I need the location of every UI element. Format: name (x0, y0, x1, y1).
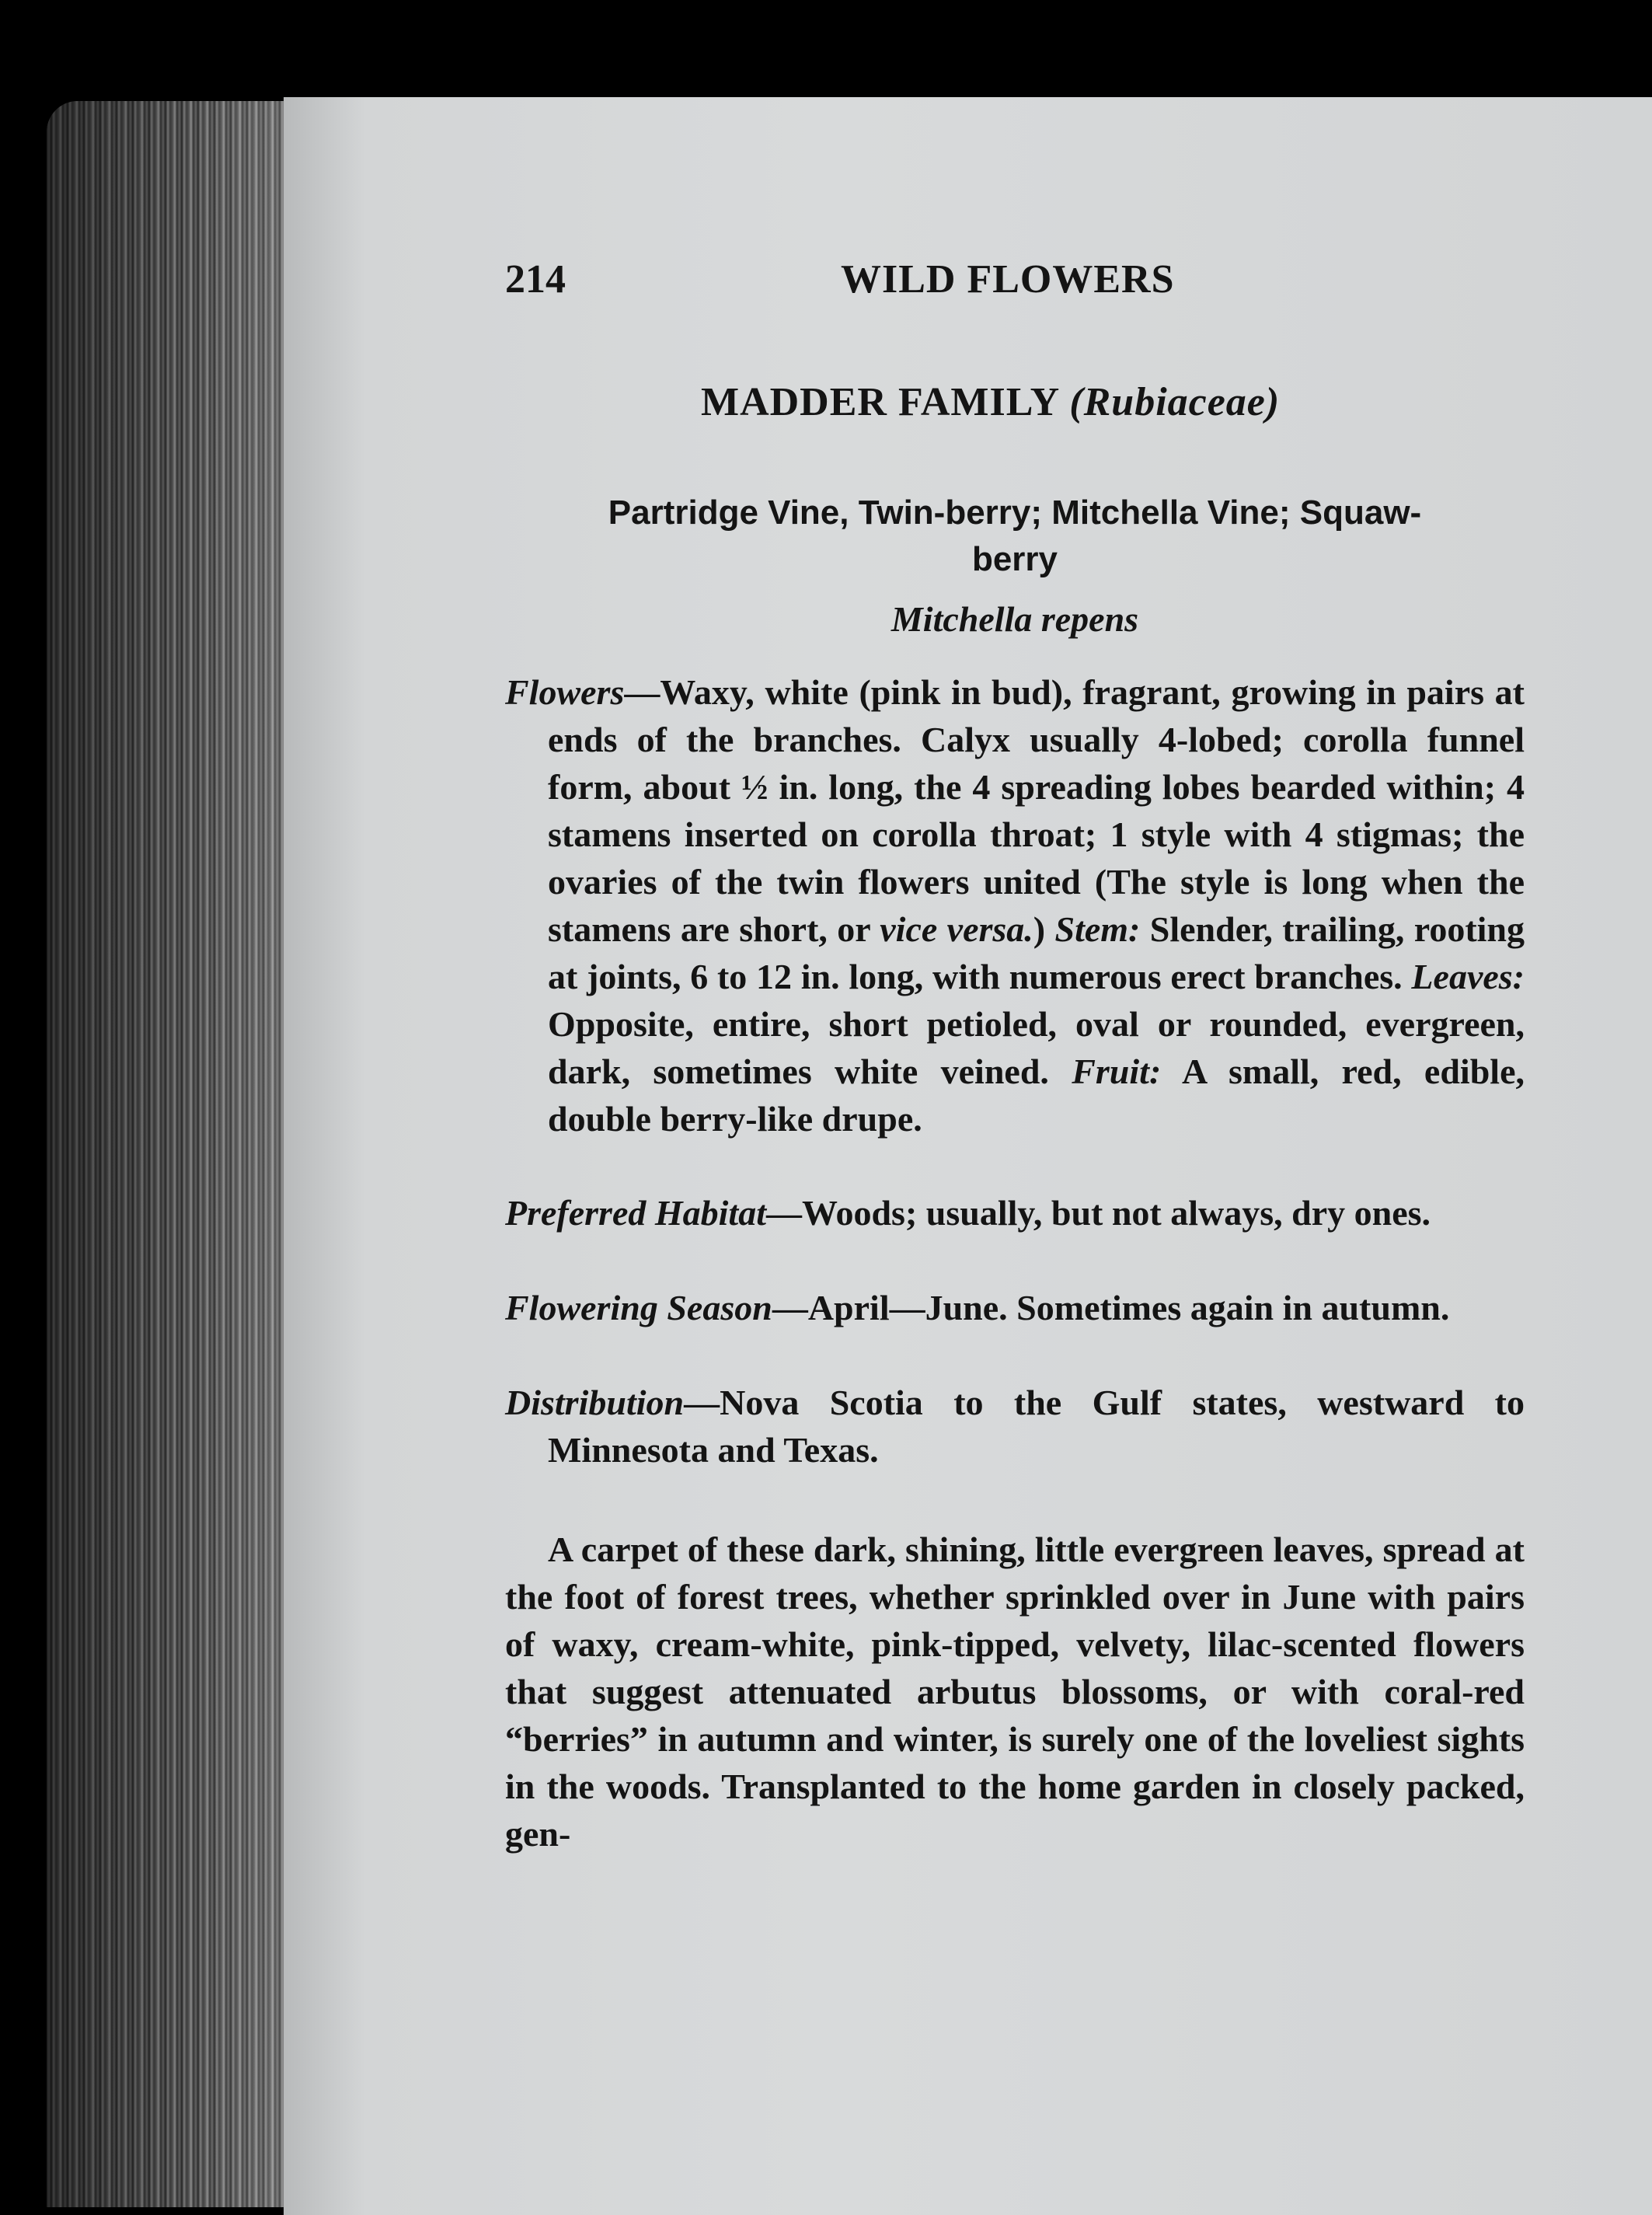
flowers-label: Flowers (505, 672, 625, 712)
family-heading (701, 379, 1280, 425)
family-name: MADDER FAMILY (701, 380, 1059, 424)
season-label: Flowering Season (505, 1288, 772, 1327)
distribution-text: —Nova Scotia to the Gulf states, westward to Minnesota and Texas. (548, 1383, 1525, 1470)
leaves-text: Opposite, entire, short petioled, oval or rounded, evergreen, dark, sometimes white veined. (548, 1004, 1525, 1091)
stem-text: Slender, trailing, rooting at joints, 6 to 12 in. long, with numerous erect branches. (548, 909, 1525, 996)
distribution-label: Distribution (505, 1383, 685, 1422)
common-names-line-2: berry (971, 540, 1058, 578)
habitat-text: —Woods; usually, but not always, dry ones. (766, 1193, 1431, 1233)
page-edges-shadow (47, 101, 288, 2207)
running-head (505, 256, 1525, 311)
habitat-entry (505, 1189, 1525, 1237)
flowers-text: —Waxy, white (pink in bud), fragrant, growing in pairs at ends of the branches. Calyx usually 4-lobed; corolla funnel form, about ½ in. long, the 4 spreading lobes bearded within; 4 stamens inserted on corolla throat; 1 style with 4 stigmas; the ovaries of the twin flowers united (The style is long when the stamens are short, or (548, 672, 1525, 949)
distribution-entry (505, 1379, 1525, 1474)
body-paragraph: A carpet of these dark, shining, little evergreen leaves, spread at the foot of forest trees, whether sprinkled over in June with pairs of waxy, cream-white, pink-tipped, velvety, lilac-scented flowers that suggest attenuated arbutus blossoms, or with coral-red “berries” in autumn and winter, is surely one of the loveliest sights in the woods. Transplanted to the home garden in closely packed, gen- (505, 1530, 1525, 1854)
habitat-label: Preferred Habitat (505, 1193, 766, 1233)
stem-label: Stem: (1054, 909, 1141, 949)
season-text: —April—June. Sometimes again in autumn. (772, 1288, 1450, 1327)
vice-versa-text: vice versa. (880, 909, 1033, 949)
species-scientific-name: Mitchella repens (890, 599, 1139, 639)
leaves-label: Leaves: (1411, 957, 1525, 996)
fruit-text: A small, red, edible, double berry-like drupe. (548, 1052, 1525, 1139)
flowering-season-entry (505, 1284, 1525, 1331)
flowers-text-close: ) (1033, 909, 1055, 949)
species-common-names (505, 490, 1525, 583)
fruit-label: Fruit: (1072, 1052, 1162, 1091)
flowers-entry (505, 668, 1525, 1142)
page-number: 214 (505, 257, 566, 302)
common-names-line-1: Partridge Vine, Twin-berry; Mitchella Vine; Squaw- (608, 494, 1422, 532)
running-title: WILD FLOWERS (841, 257, 1175, 302)
family-latin-name: (Rubiaceae) (1069, 380, 1281, 424)
